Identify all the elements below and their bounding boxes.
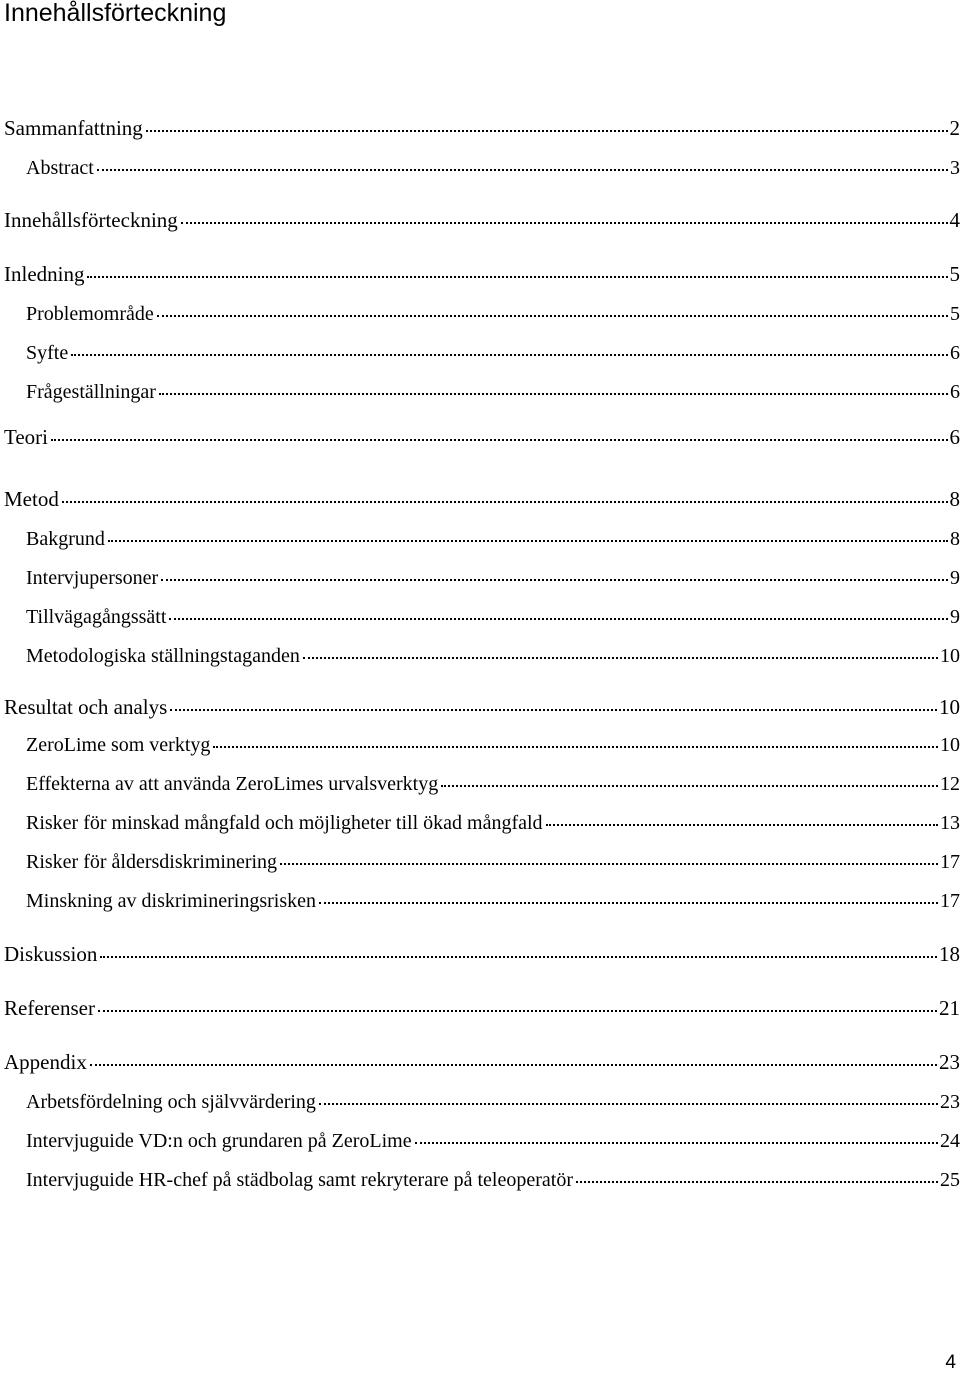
dot-leader	[303, 657, 938, 659]
toc-entry-title: Minskning av diskrimineringsrisken	[26, 890, 316, 912]
toc-entry-page: 17	[940, 851, 960, 873]
toc-entry-title: Metodologiska ställningstaganden	[26, 645, 300, 667]
dot-leader	[181, 222, 948, 224]
toc-entry-page: 5	[949, 262, 960, 286]
toc-entry[interactable]	[26, 812, 960, 835]
dot-leader	[157, 315, 948, 317]
toc-entry-page: 2	[949, 116, 960, 140]
toc-entry-title: Innehållsförteckning	[4, 208, 178, 232]
toc-entry-page: 8	[949, 487, 960, 511]
toc-entry-page: 3	[950, 157, 960, 179]
toc-entry-title: Risker för åldersdiskriminering	[26, 851, 278, 873]
toc-entry-page: 8	[950, 528, 960, 550]
toc-entry[interactable]	[26, 342, 960, 365]
dot-leader	[108, 540, 948, 542]
toc-entry-title: Appendix	[4, 1050, 87, 1074]
dot-leader	[51, 439, 947, 441]
toc-entry-title: Metod	[4, 487, 59, 511]
toc-entry-title: Frågeställningar	[26, 381, 156, 403]
toc-entry[interactable]	[4, 262, 960, 287]
toc-entry-title: Teori	[4, 425, 49, 449]
toc-entry-page: 18	[939, 942, 960, 966]
dot-leader	[161, 579, 948, 581]
toc-entry-page: 10	[940, 645, 960, 667]
toc-entry[interactable]	[4, 487, 960, 512]
dot-leader	[169, 618, 948, 620]
dot-leader	[319, 902, 938, 904]
toc-entry-title: Bakgrund	[26, 528, 105, 550]
toc-entry-page: 10	[940, 734, 960, 756]
dot-leader	[159, 393, 948, 395]
toc-entry-page: 21	[939, 996, 960, 1020]
toc-entry[interactable]	[26, 567, 960, 590]
toc-entry-page: 23	[940, 1091, 960, 1113]
toc-entry-page: 17	[940, 890, 960, 912]
toc-entry[interactable]	[26, 381, 960, 404]
toc-entry-page: 24	[940, 1130, 960, 1152]
toc-entry-page: 6	[949, 425, 960, 449]
toc-entry[interactable]	[4, 996, 960, 1021]
dot-leader	[71, 354, 948, 356]
dot-leader	[213, 746, 938, 748]
toc-entry-page: 5	[950, 303, 960, 325]
toc-entry-title: Tillvägagångssätt	[26, 606, 167, 628]
dot-leader	[87, 276, 947, 278]
toc-entry-title: Risker för minskad mångfald och möjligheter till ökad mångfald	[26, 812, 543, 834]
toc-entry-title: Syfte	[26, 342, 69, 364]
toc-entry[interactable]	[4, 116, 960, 141]
toc-entry[interactable]	[4, 425, 960, 450]
toc-entry-page: 4	[949, 208, 960, 232]
toc-entry-page: 6	[950, 381, 960, 403]
dot-leader	[576, 1181, 938, 1183]
toc-entry-page: 10	[939, 695, 960, 719]
dot-leader	[90, 1064, 937, 1066]
toc-entry[interactable]	[26, 734, 960, 757]
dot-leader	[62, 501, 948, 503]
dot-leader	[98, 1010, 937, 1012]
toc-entry[interactable]	[26, 773, 960, 796]
dot-leader	[319, 1103, 938, 1105]
toc-entry-title: Abstract	[26, 157, 94, 179]
dot-leader	[100, 956, 937, 958]
toc-entry[interactable]	[4, 942, 960, 967]
dot-leader	[441, 785, 938, 787]
toc-entry-title: Inledning	[4, 262, 85, 286]
toc-entry-page: 23	[939, 1050, 960, 1074]
toc-entry-title: Problemområde	[26, 303, 154, 325]
toc-entry-title: Diskussion	[4, 942, 98, 966]
dot-leader	[280, 863, 938, 865]
toc-entry[interactable]	[26, 157, 960, 180]
toc-entry-title: Sammanfattning	[4, 116, 143, 140]
toc-entry-title: Arbetsfördelning och självvärdering	[26, 1091, 316, 1113]
toc-entry-title: Resultat och analys	[4, 695, 168, 719]
toc-entry[interactable]	[4, 1050, 960, 1075]
toc-entry[interactable]	[26, 1169, 960, 1192]
toc-entry-title: ZeroLime som verktyg	[26, 734, 211, 756]
toc-entry-page: 9	[950, 606, 960, 628]
page-title: Innehållsförteckning	[4, 0, 227, 27]
toc-entry-page: 6	[950, 342, 960, 364]
toc-entry-page: 9	[950, 567, 960, 589]
toc-entry[interactable]	[26, 606, 960, 629]
toc-entry[interactable]	[26, 890, 960, 913]
toc-entry-title: Intervjuguide HR-chef på städbolag samt rekryterare på teleoperatör	[26, 1169, 573, 1191]
page-number: 4	[945, 1352, 956, 1373]
toc-entry[interactable]	[26, 528, 960, 551]
toc-entry[interactable]	[26, 645, 960, 668]
dot-leader	[546, 824, 938, 826]
toc-entry[interactable]	[4, 695, 960, 720]
toc-entry-page: 25	[940, 1169, 960, 1191]
dot-leader	[170, 709, 937, 711]
toc-entry[interactable]	[26, 851, 960, 874]
toc-entry[interactable]	[4, 208, 960, 233]
toc-entry-title: Intervjuguide VD:n och grundaren på ZeroLime	[26, 1130, 412, 1152]
dot-leader	[415, 1142, 938, 1144]
dot-leader	[146, 130, 948, 132]
toc-entry-title: Referenser	[4, 996, 95, 1020]
toc-entry[interactable]	[26, 1130, 960, 1153]
toc-entry-title: Intervjupersoner	[26, 567, 159, 589]
toc-entry-title: Effekterna av att använda ZeroLimes urvalsverktyg	[26, 773, 439, 795]
toc-entry[interactable]	[26, 303, 960, 326]
toc-entry[interactable]	[26, 1091, 960, 1114]
toc-entry-page: 12	[940, 773, 960, 795]
dot-leader	[97, 169, 948, 171]
toc-entry-page: 13	[940, 812, 960, 834]
